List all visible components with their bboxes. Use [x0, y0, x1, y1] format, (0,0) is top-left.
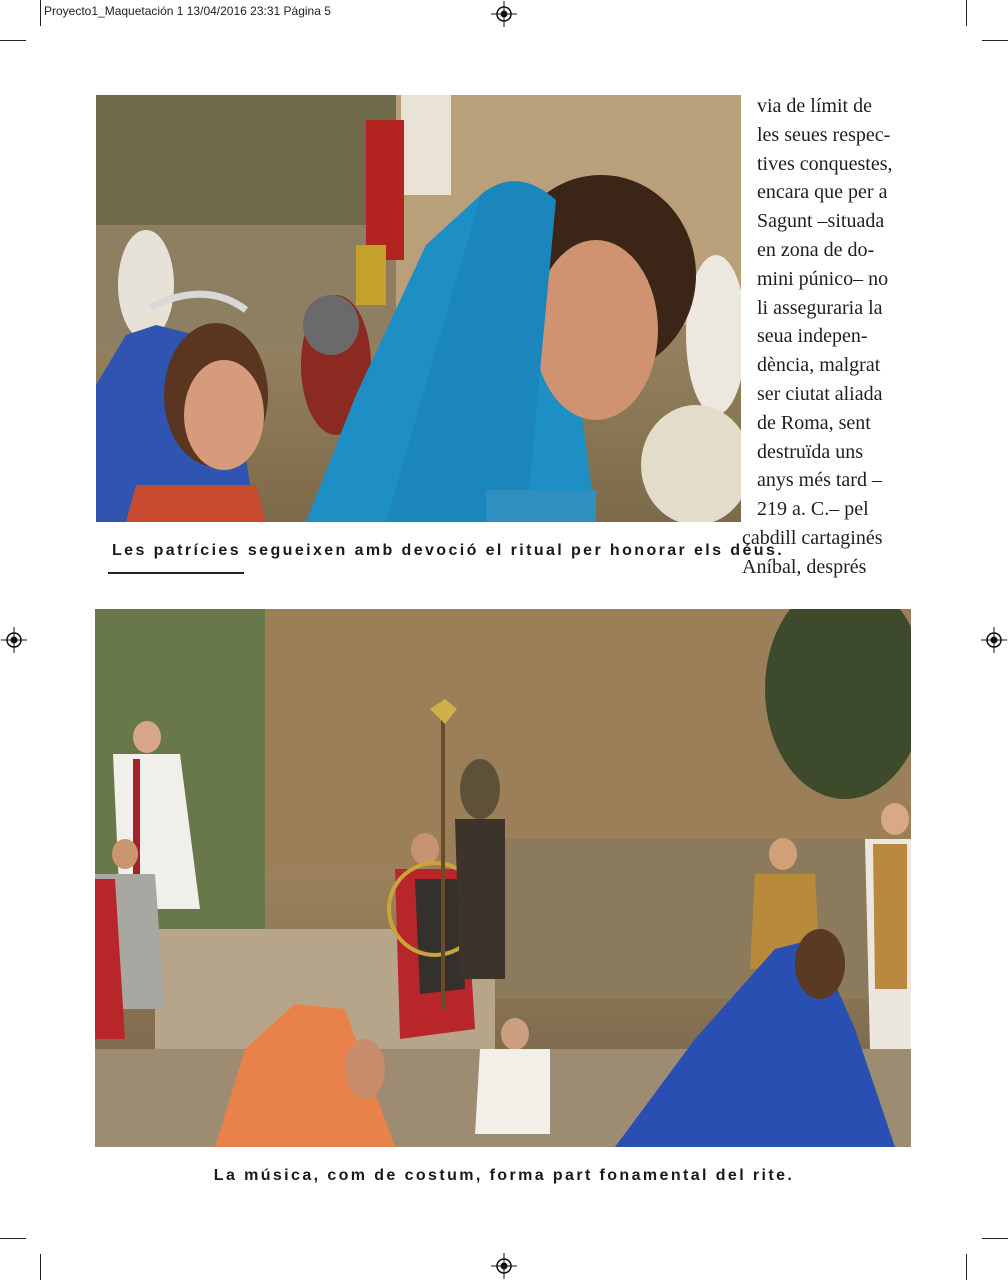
crop-mark	[966, 0, 967, 26]
text-line: encara que per a	[757, 181, 888, 204]
registration-mark-icon	[491, 1253, 517, 1279]
crop-mark	[40, 1254, 41, 1280]
text-line: tives conquestes,	[757, 152, 893, 175]
text-line: seua indepen-	[757, 325, 868, 348]
text-line: Aníbal, després	[742, 555, 867, 578]
text-line: destruïda uns	[757, 440, 864, 463]
crop-mark	[982, 1238, 1008, 1239]
photo-caption: Les patrícies segueixen amb devoció el ritual per honorar els déus.	[112, 542, 785, 559]
registration-mark-icon	[981, 627, 1007, 653]
text-line: 219 a. C.– pel	[757, 498, 869, 521]
print-slug: Proyecto1_Maquetación 1 13/04/2016 23:31 Página 5	[44, 4, 331, 18]
text-line: mini púnico– no	[757, 267, 889, 290]
text-line: les seues respec-	[757, 123, 891, 146]
text-line: anys més tard –	[757, 469, 882, 492]
text-line: en zona de do-	[757, 239, 875, 261]
crop-mark	[966, 1254, 967, 1280]
text-line: Sagunt –situada	[757, 210, 885, 233]
text-line: li asseguraria la	[757, 296, 883, 319]
photo-patrician-women	[96, 95, 741, 522]
text-line: ser ciutat aliada	[757, 383, 883, 405]
registration-mark-icon	[491, 1, 517, 27]
text-line: de Roma, sent	[757, 411, 871, 434]
registration-mark-icon	[1, 627, 27, 653]
crop-mark	[40, 0, 41, 26]
caption-rule	[108, 572, 244, 574]
text-line: cabdill cartaginés	[742, 527, 883, 549]
photo-caption: La música, com de costum, forma part fonamental del rite.	[213, 1167, 795, 1184]
crop-mark	[0, 1238, 26, 1239]
crop-mark	[982, 40, 1008, 41]
text-line: dència, malgrat	[757, 354, 881, 377]
photo-music-ritual	[95, 609, 911, 1147]
crop-mark	[0, 40, 26, 41]
text-line: via de límit de	[757, 95, 872, 117]
